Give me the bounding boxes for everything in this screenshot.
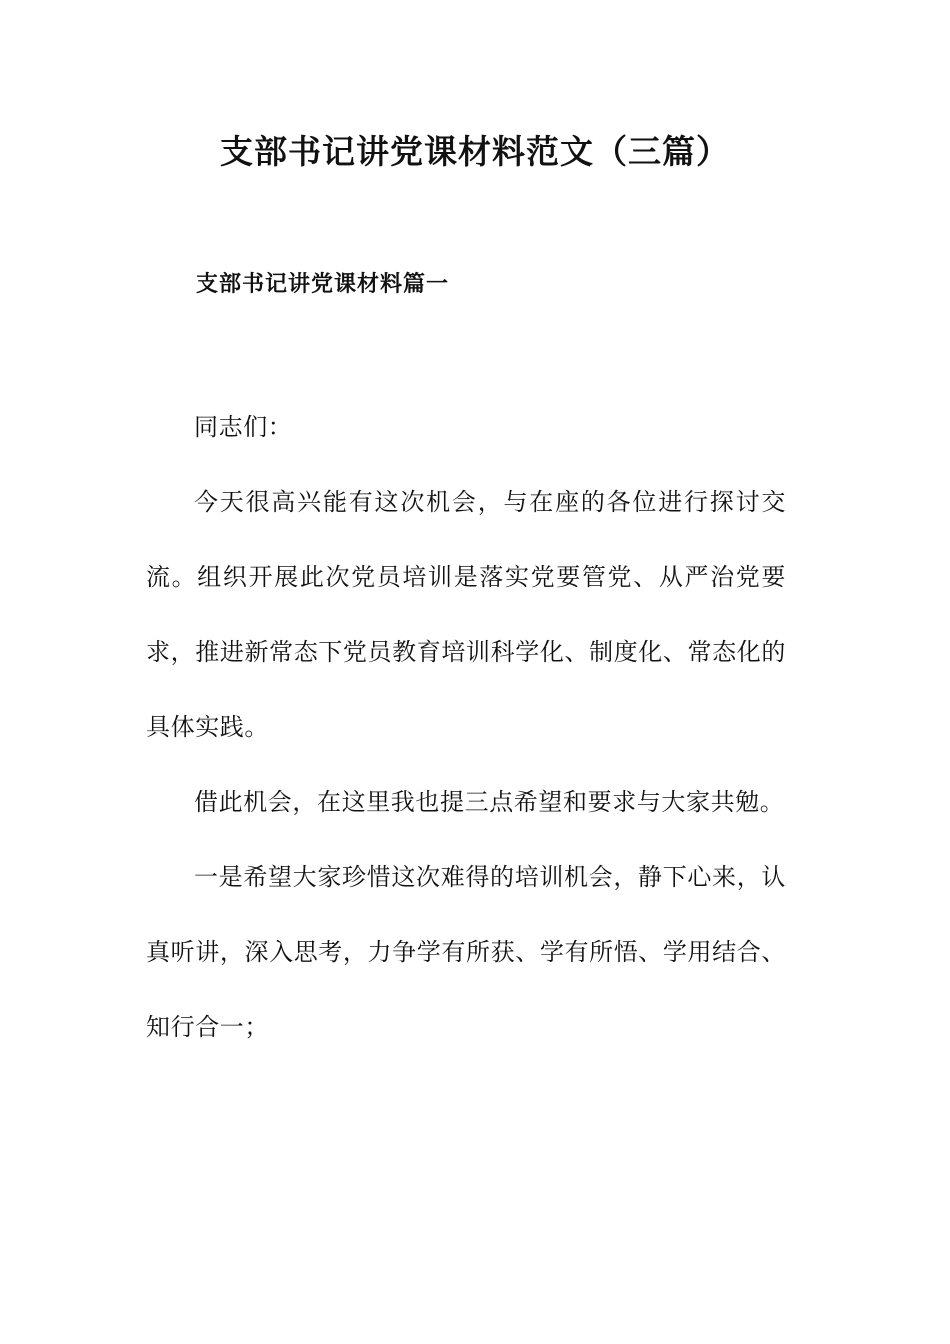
- salutation-paragraph: 同志们：: [194, 413, 293, 441]
- body-text: [146, 390, 786, 1065]
- body-paragraph: 今天很高兴能有这次机会，与在座的各位进行探讨交流。组织开展此次党员培训是落实党要管党、从严治党要求，推进新常态下党员教育培训科学化、制度化、常态化的具体实践。: [146, 488, 786, 741]
- body-paragraph: 一是希望大家珍惜这次难得的培训机会，静下心来，认真听讲，深入思考，力争学有所获、学有所悟、学用结合、知行合一；: [146, 863, 786, 1041]
- body-paragraph: 借此机会，在这里我也提三点希望和要求与大家共勉。: [194, 788, 785, 816]
- document-title: 支部书记讲党课材料范文（三篇）: [220, 132, 730, 171]
- section-heading: 支部书记讲党课材料篇一: [196, 272, 450, 297]
